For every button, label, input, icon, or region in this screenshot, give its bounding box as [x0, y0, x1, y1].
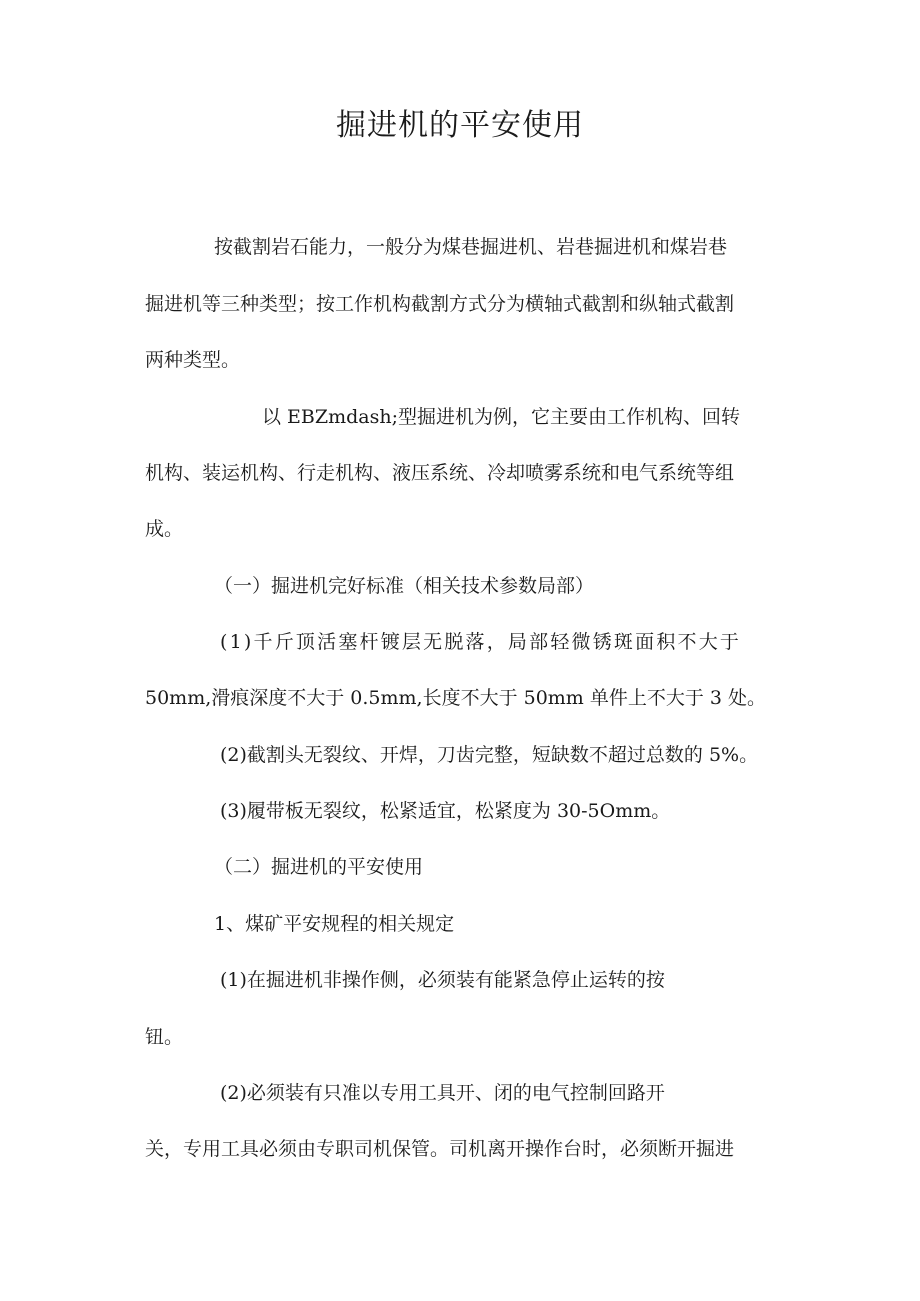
section-heading: （一）掘进机完好标准（相关技术参数局部）	[214, 575, 595, 597]
paragraph-line: 以 EBZmdash;型掘进机为例，它主要由工作机构、回转	[262, 406, 740, 428]
list-item: (2)必须装有只准以专用工具开、闭的电气控制回路开	[220, 1082, 665, 1104]
paragraph-line: 按截割岩石能力，一般分为煤巷掘进机、岩巷掘进机和煤岩巷	[214, 236, 728, 258]
paragraph-line: 成。	[145, 518, 184, 540]
list-item-continuation: 钮。	[145, 1026, 184, 1048]
list-item: (2)截割头无裂纹、开焊，刀齿完整，短缺数不超过总数的 5%。	[220, 744, 759, 766]
list-item-continuation: 关，专用工具必须由专职司机保管。司机离开操作台时，必须断开掘进	[145, 1138, 735, 1160]
section-heading: （二）掘进机的平安使用	[214, 856, 424, 878]
list-item: (1)在掘进机非操作侧，必须装有能紧急停止运转的按	[220, 969, 665, 991]
list-item-continuation: 50mm,滑痕深度不大于 0.5mm,长度不大于 50mm 单件上不大于 3 处。	[145, 687, 767, 709]
paragraph-line: 两种类型。	[145, 349, 241, 371]
paragraph-line: 机构、装运机构、行走机构、液压系统、冷却喷雾系统和电气系统等组	[145, 462, 735, 484]
subsection-heading: 1、煤矿平安规程的相关规定	[214, 913, 455, 935]
list-item: (3)履带板无裂纹，松紧适宜，松紧度为 30-5Omm。	[220, 800, 671, 822]
list-item: (1)千斤顶活塞杆镀层无脱落，局部轻微锈斑面积不大于	[220, 631, 742, 653]
document-title: 掘进机的平安使用	[336, 108, 584, 143]
paragraph-line: 掘进机等三种类型；按工作机构截割方式分为横轴式截割和纵轴式截割	[145, 293, 735, 315]
